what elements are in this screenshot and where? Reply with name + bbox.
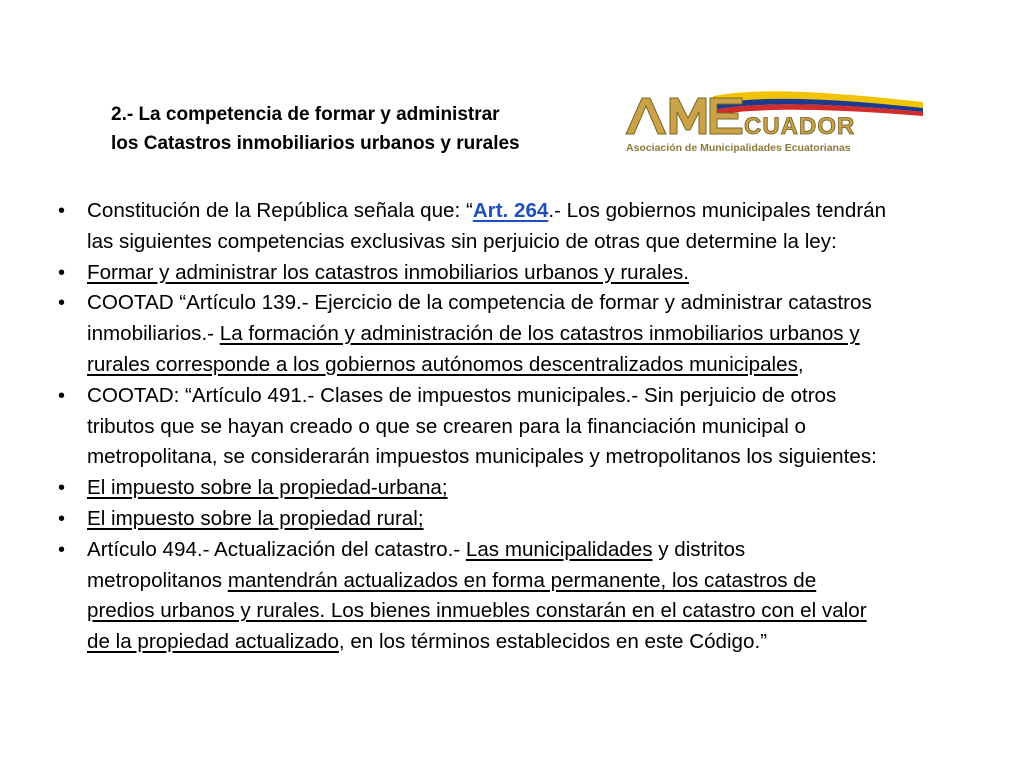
bullet-formar: [58, 258, 1008, 289]
logo-subtitle: Asociación de Municipalidades Ecuatorianas: [626, 142, 851, 154]
text: Las municipalidades: [465, 537, 653, 561]
text: Artículo 494.- Actualización del catastro.-: [87, 537, 466, 561]
logo-wordmark: CUADOR: [744, 113, 856, 140]
text: mantendrán actualizados en forma permanente, los catastros de: [227, 568, 817, 592]
title-line-2: los Catastros inmobiliarios urbanos y rurales: [111, 133, 520, 154]
art-264-link[interactable]: Art. 264: [472, 199, 549, 222]
text: metropolitanos: [87, 568, 228, 592]
text: • El impuesto sobre la propiedad rural;: [87, 506, 424, 530]
text: ,: [797, 352, 804, 376]
text: .- Los gobiernos municipales tendrán: [548, 199, 887, 222]
bullet-impuesto-urbana: [58, 473, 1008, 504]
text: , en los términos establecidos en este Código.”: [338, 630, 768, 654]
bullet-cootad-139: [58, 288, 1008, 380]
bullet-cootad-491: [58, 381, 1008, 473]
text: • El impuesto sobre la propiedad-urbana;: [87, 476, 448, 500]
text: • COOTAD “Artículo 139.- Ejercicio de la competencia de formar y administrar catastros: [87, 291, 872, 315]
bullet-impuesto-rural: [58, 504, 1008, 535]
text: las siguientes competencias exclusivas sin perjuicio de otras que determine la ley:: [87, 229, 837, 253]
slide-title: [111, 100, 611, 158]
text: Constitución de la República señala que: “: [87, 199, 473, 222]
text: tributos que se hayan creado o que se crearen para la financiación municipal o: [87, 414, 806, 438]
text: de la propiedad actualizado: [87, 630, 339, 654]
text: rurales corresponde a los gobiernos autónomos descentralizados municipales: [87, 352, 798, 376]
bullet-list: [58, 196, 1008, 658]
text: predios urbanos y rurales. Los bienes inmuebles constarán en el catastro con el valor: [87, 599, 867, 623]
text: La formación y administración de los catastros inmobiliarios urbanos y: [219, 322, 860, 346]
text: metropolitana, se considerarán impuestos municipales y metropolitanos los siguientes:: [87, 445, 877, 469]
bullet-constitucion: [58, 196, 1008, 258]
text: inmobiliarios.-: [87, 322, 220, 346]
text: • COOTAD: “Artículo 491.- Clases de impuestos municipales.- Sin perjuicio de otros: [87, 383, 837, 407]
text: • Formar y administrar los catastros inmobiliarios urbanos y rurales.: [87, 260, 689, 284]
amecuador-logo: [618, 88, 928, 158]
text: y distritos: [652, 537, 746, 561]
title-line-1: 2.- La competencia de formar y administrar: [111, 104, 500, 125]
bullet-articulo-494: [58, 535, 1008, 658]
